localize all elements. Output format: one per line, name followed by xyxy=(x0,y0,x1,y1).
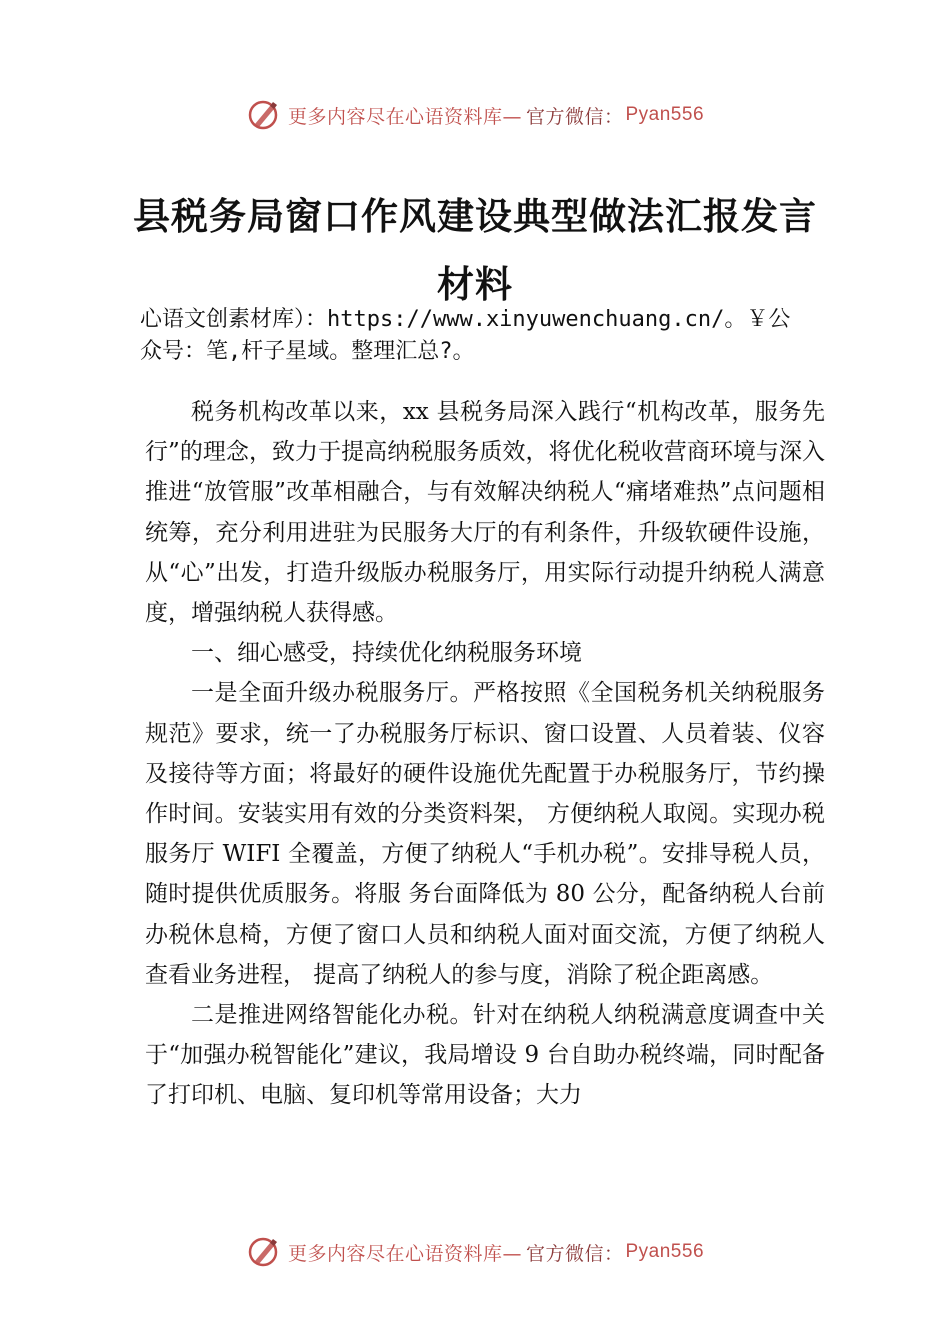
document-title-line1: 县税务局窗口作风建设典型做法汇报发言 xyxy=(133,195,817,238)
source-line: 众号：笔,杆子星域。整理汇总?。 xyxy=(140,339,475,364)
paragraph: 一是全面升级办税服务厅。严格按照《全国税务机关纳税服务规范》要求，统一了办税服务厅标识、窗口设置、人员着装、仪容及接待等方面；将最好的硬件设施优先配置于办税服务厅，节约操作时间。安装实用有效的分类资料架， 方便纳税人取阅。实现办税服务厅 WIFI 全覆盖，方便了纳税人“手机办税”。安排导税人员，随时提供优质服务。将服 务台面降低为 80 公分，配备纳税人台前办税休息椅，方便了窗口人员和纳税人面对面交流，方便了纳税人查看业务进程， 提高了纳税人的参与度，消除了税企距离感。 xyxy=(145,680,825,988)
header-banner xyxy=(0,95,950,135)
banner-wechat-id: Pyan556 xyxy=(625,104,705,125)
document-body xyxy=(145,392,825,1116)
paragraph: 二是推进网络智能化办税。针对在纳税人纳税满意度调查中关于“加强办税智能化”建议，我局增设 9 台自助办税终端，同时配备了打印机、电脑、复印机等常用设备；大力 xyxy=(145,1002,825,1109)
banner-wechat-id: Pyan556 xyxy=(625,1241,705,1262)
section-heading: 一、细心感受，持续优化纳税服务环境 xyxy=(191,640,582,667)
banner-text: 更多内容尽在心语资料库— xyxy=(287,105,522,128)
document-title-line2: 材料 xyxy=(437,263,513,306)
paragraph: 税务机构改革以来，xx 县税务局深入践行“机构改革，服务先行”的理念，致力于提高纳税服务质效，将优化税收营商环境与深入推进“放管服”改革相融合，与有效解决纳税人“痛堵难热”点问题相统筹，充分利用进驻为民服务大厅的有利条件，升级软硬件设施，从“心”出发，打造升级版办税服务厅，用实际行动提升纳税人满意度，增强纳税人获得感。 xyxy=(145,399,825,627)
source-note xyxy=(140,304,840,368)
footer-banner xyxy=(0,1232,950,1272)
source-line: 心语文创素材库）：https://www.xinyuwenchuang.cn/。￥公 xyxy=(140,307,791,332)
banner-text: 更多内容尽在心语资料库— xyxy=(287,1242,522,1265)
pen-logo-icon xyxy=(246,1234,282,1270)
pen-logo-icon xyxy=(246,97,282,133)
banner-wechat-label: 官方微信： xyxy=(525,1242,624,1265)
banner-wechat-label: 官方微信： xyxy=(525,105,624,128)
